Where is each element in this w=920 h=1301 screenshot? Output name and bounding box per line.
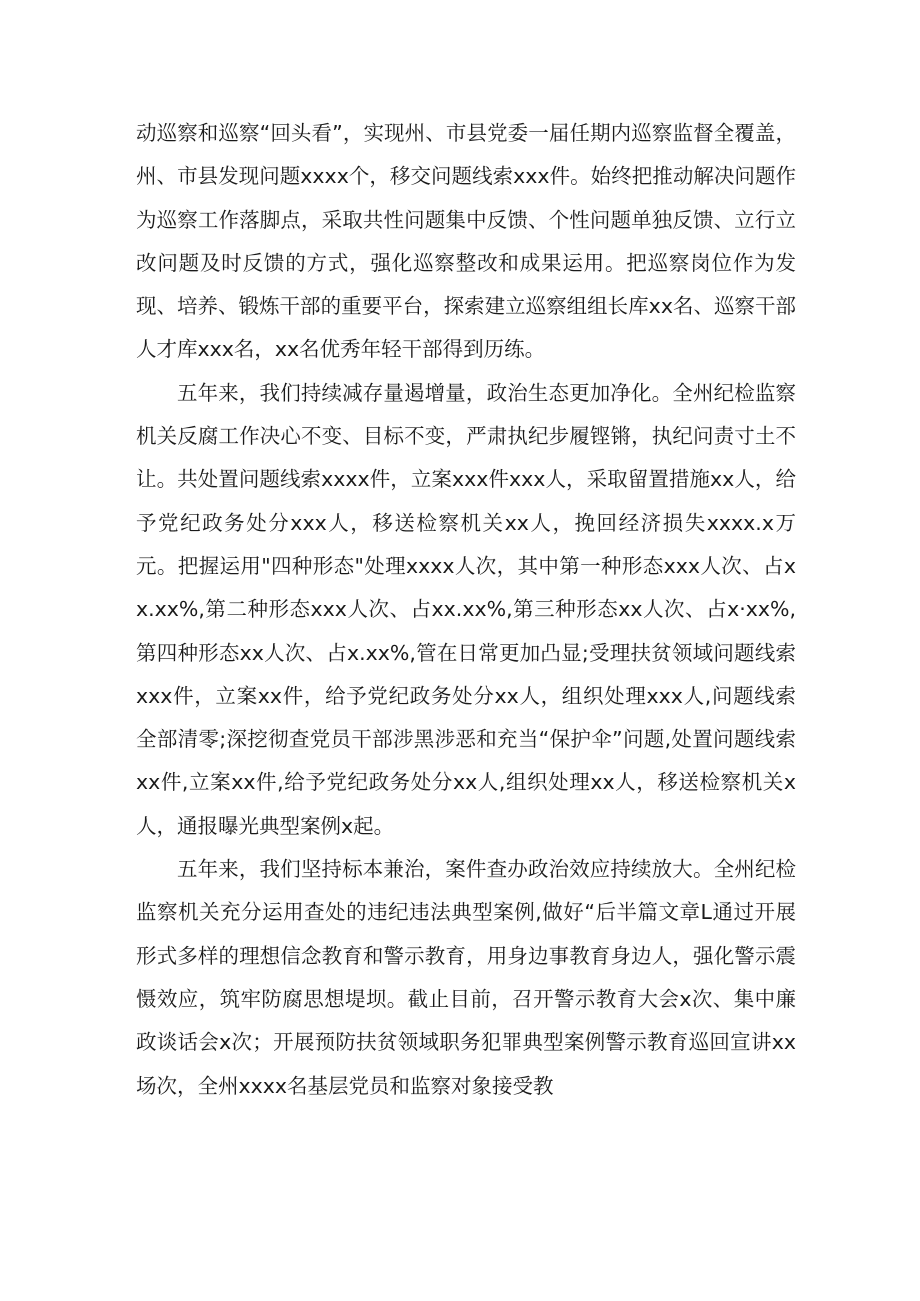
paragraph-2: 五年来，我们持续减存量遏增量，政治生态更加净化。全州纪检监察机关反腐工作决心不变、目标不变，严肃执纪步履铿锵，执纪问责寸土不让。共处置问题线索xxxx件，立案xxx件xxx人，采取留置措施xx人，给予党纪政务处分xxx人，移送检察机关xx人，挽回经济损失xxxx.x万元。把握运用"四种形态"处理xxxx人次，其中第一种形态xxx人次、占xx.xx%,第二种形态xxx人次、占xx.xx%,第三种形态xx人次、占x·xx%,第四种形态xx人次、占x.xx%,管在日常更加凸显;受理扶贫领域问题线索xxx件，立案xx件，给予党纪政务处分xx人，组织处理xxx人,问题线索全部清零;深挖彻查党员干部涉黑涉恶和充当“保护伞”问题,处置问题线索xx件,立案xx件,给予党纪政务处分xx人,组织处理xx人，移送检察机关x人，通报曝光典型案例x起。: [136, 380, 796, 838]
paragraph-3: 五年来，我们坚持标本兼治，案件查办政治效应持续放大。全州纪检监察机关充分运用查处的违纪违法典型案例,做好“后半篇文章L通过开展形式多样的理想信念教育和警示教育，用身边事教育身边人，强化警示震慑效应，筑牢防腐思想堤坝。截止目前，召开警示教育大会x次、集中廉政谈话会x次；开展预防扶贫领域职务犯罪典型案例警示教育巡回宣讲xx场次，全州xxxx名基层党员和监察对象接受教: [136, 857, 796, 1098]
document-body: [136, 112, 796, 1108]
paragraph-1: 动巡察和巡察“回头看”，实现州、市县党委一届任期内巡察监督全覆盖，州、市县发现问题xxxx个，移交问题线索xxx件。始终把推动解决问题作为巡察工作落脚点，采取共性问题集中反馈、个性问题单独反馈、立行立改问题及时反馈的方式，强化巡察整改和成果运用。把巡察岗位作为发现、培养、锻炼干部的重要平台，探索建立巡察组组长库xx名、巡察干部人才库xxx名，xx名优秀年轻干部得到历练。: [136, 121, 796, 362]
